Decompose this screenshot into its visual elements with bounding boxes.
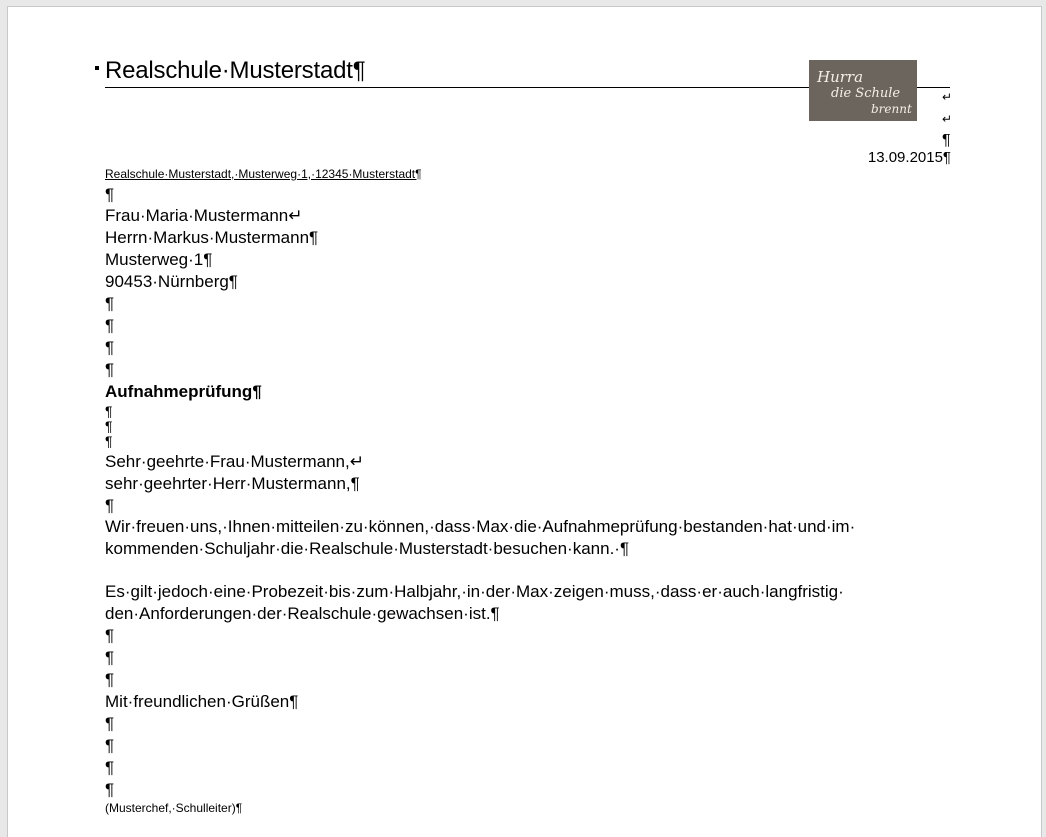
recipient-street[interactable]: Musterweg·1¶ xyxy=(105,250,213,269)
empty-paragraph[interactable]: ¶ xyxy=(105,780,115,799)
empty-paragraph[interactable]: ¶ xyxy=(105,736,115,755)
body-paragraph-1-line-1[interactable]: Wir·freuen·uns,·Ihnen·mitteilen·zu·können,·dass·Max·die·Aufnahmeprüfung·bestanden·hat·und·im· xyxy=(105,517,856,536)
page-title[interactable]: Realschule·Musterstadt¶ xyxy=(105,57,366,84)
empty-paragraph[interactable]: ¶ xyxy=(105,338,115,357)
body-paragraph-2-line-2[interactable]: den·Anforderungen·der·Realschule·gewachsen·ist.¶ xyxy=(105,604,500,623)
paragraph-mark-icon xyxy=(95,66,99,70)
logo-text-line-2: die Schule xyxy=(831,86,901,101)
school-logo-image[interactable] xyxy=(809,60,917,121)
empty-paragraph[interactable]: ¶ xyxy=(105,418,113,434)
recipient-city[interactable]: 90453·Nürnberg¶ xyxy=(105,272,238,291)
salutation-line-1[interactable]: Sehr·geehrte·Frau·Mustermann,↵ xyxy=(105,452,364,471)
empty-paragraph[interactable]: ¶ xyxy=(105,496,115,515)
logo-text-line-1: Hurra xyxy=(817,68,864,86)
body-paragraph-2-line-1[interactable]: Es·gilt·jedoch·eine·Probezeit·bis·zum·Halbjahr,·in·der·Max·zeigen·muss,·dass·er·auch·langfristig· xyxy=(105,582,844,601)
line-break-icon: ↵ xyxy=(942,90,953,104)
empty-paragraph[interactable]: ¶ xyxy=(105,316,115,335)
body-paragraph-1-line-2[interactable]: kommenden·Schuljahr·die·Realschule·Musterstadt·besuchen·kann.·¶ xyxy=(105,539,630,558)
empty-paragraph[interactable]: ¶ xyxy=(105,648,115,667)
empty-paragraph[interactable]: ¶ xyxy=(105,294,115,313)
sender-line[interactable]: Realschule·Musterstadt,·Musterweg·1,·12345·Musterstadt¶ xyxy=(105,167,422,181)
letter-subject[interactable]: Aufnahmeprüfung¶ xyxy=(105,382,262,401)
empty-paragraph[interactable]: ¶ xyxy=(105,626,115,645)
empty-paragraph[interactable]: ¶ xyxy=(105,360,115,379)
empty-paragraph[interactable]: ¶ xyxy=(105,714,115,733)
signature-line[interactable]: (Musterchef,·Schulleiter)¶ xyxy=(105,801,243,815)
empty-paragraph[interactable]: ¶ xyxy=(105,403,113,419)
paragraph-mark-icon: ¶ xyxy=(942,132,951,149)
empty-paragraph[interactable]: ¶ xyxy=(105,433,113,449)
recipient-name-2[interactable]: Herrn·Markus·Mustermann¶ xyxy=(105,228,319,247)
empty-paragraph[interactable]: ¶ xyxy=(105,185,115,204)
letter-date[interactable]: 13.09.2015¶ xyxy=(867,149,951,166)
empty-paragraph[interactable]: ¶ xyxy=(105,670,115,689)
empty-paragraph[interactable]: ¶ xyxy=(105,758,115,777)
closing-line[interactable]: Mit·freundlichen·Grüßen¶ xyxy=(105,692,299,711)
logo-text-line-3: brennt xyxy=(871,102,912,116)
line-break-icon: ↵ xyxy=(942,112,953,126)
salutation-line-2[interactable]: sehr·geehrter·Herr·Mustermann,¶ xyxy=(105,474,360,493)
recipient-name-1[interactable]: Frau·Maria·Mustermann↵ xyxy=(105,206,303,225)
